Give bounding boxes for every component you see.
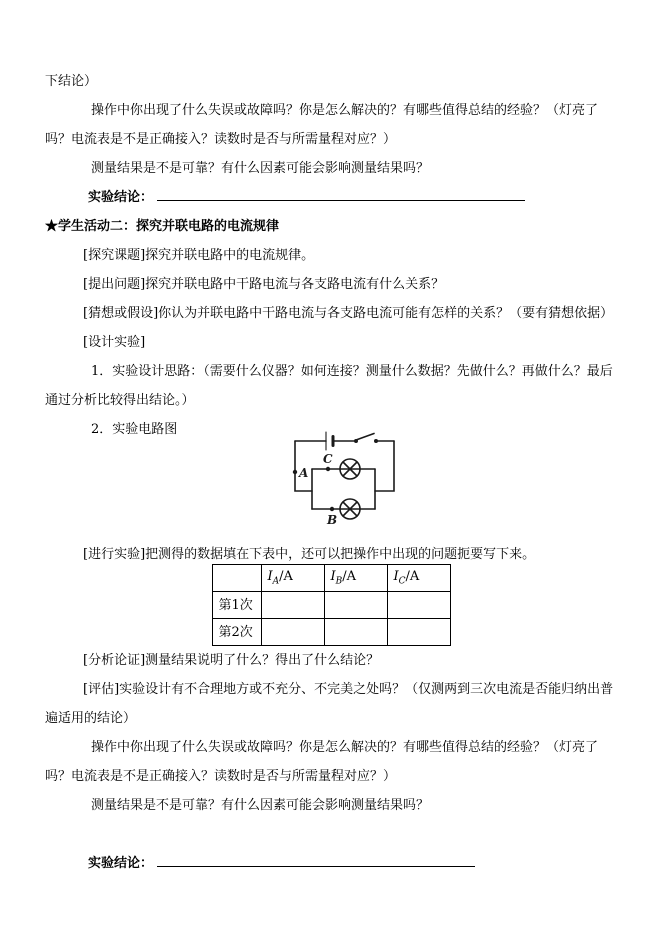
row-label-trial2: 第2次 <box>212 619 261 646</box>
switch-dot-right <box>374 439 378 443</box>
label-node-b: B <box>327 513 338 527</box>
paragraph-do-experiment: [进行实验]把测得的数据填在下表中，还可以把操作中出现的问题扼要写下来。 <box>83 547 536 562</box>
paragraph-reliability-question: 测量结果是不是可靠？有什么因素可能会影响测量结果吗？ <box>91 161 430 176</box>
label-node-a: A <box>299 466 309 480</box>
node-c-dot <box>326 467 330 471</box>
switch-lever <box>356 434 374 441</box>
measurement-table <box>212 564 451 646</box>
paragraph-operation-questions-2: 操作中你出现了什么失误或故障吗？你是怎么解决的？有哪些值得总结的经验？（灯亮了吗？电流表是不是正确接入？读数时是否与所需量程对应？） <box>45 740 599 784</box>
current-unit: /A <box>279 568 293 584</box>
node-b-dot <box>330 507 334 511</box>
current-unit: /A <box>342 568 357 584</box>
current-subscript: C <box>398 576 406 587</box>
node-a-dot <box>293 470 297 474</box>
fill-in-blank <box>157 854 475 867</box>
table-row <box>212 592 450 619</box>
conclusion-label: 实验结论： <box>88 190 154 205</box>
conclusion-line-1 <box>45 183 617 212</box>
fill-in-blank <box>157 188 525 201</box>
current-subscript: A <box>272 576 280 587</box>
data-cell-empty <box>387 619 450 646</box>
current-symbol: I <box>267 568 273 584</box>
conclusion-line-2 <box>45 849 617 878</box>
paragraph-analysis: [分析论证]测量结果说明了什么？得出了什么结论？ <box>83 653 380 668</box>
wire-right-vertical <box>375 441 394 491</box>
paragraph-raise-question: [提出问题]探究并联电路中干路电流与各支路电流有什么关系？ <box>83 277 445 292</box>
paragraph-design-experiment: [设计实验] <box>83 335 146 350</box>
paragraph-research-topic: [探究课题]探究并联电路中的电流规律。 <box>83 248 315 263</box>
current-symbol: I <box>330 568 336 584</box>
label-node-c: C <box>323 452 333 466</box>
data-cell-empty <box>261 619 324 646</box>
paragraph-evaluation: [评估]实验设计有不合理地方或不充分、不完美之处吗？（仅测两到三次电流是否能归纳出普遍适用的结论） <box>45 682 614 726</box>
paragraph-hypothesis: [猜想或假设]你认为并联电路中干路电流与各支路电流可能有怎样的关系？（要有猜想依据） <box>83 306 614 321</box>
paragraph-design-idea: 1．实验设计思路：（需要什么仪器？如何连接？测量什么数据？先做什么？再做什么？最后通过分析比较得出结论。） <box>45 364 613 408</box>
current-symbol: I <box>393 568 399 584</box>
data-cell-empty <box>324 619 387 646</box>
paragraph-continuation: 下结论） <box>45 74 98 89</box>
current-subscript: B <box>335 576 343 587</box>
activity-title: ★学生活动二：探究并联电路的电流规律 <box>45 219 280 234</box>
circuit-diagram <box>288 430 410 532</box>
paragraph-reliability-question-2: 测量结果是不是可靠？有什么因素可能会影响测量结果吗？ <box>91 798 430 813</box>
current-unit: /A <box>405 568 420 584</box>
data-cell-empty <box>261 592 324 619</box>
table-row <box>212 619 450 646</box>
row-label-trial1: 第1次 <box>212 592 261 619</box>
conclusion-label: 实验结论： <box>88 856 154 871</box>
paragraph-circuit-heading: 2．实验电路图 <box>91 422 178 437</box>
switch-dot-left <box>354 439 358 443</box>
data-cell-empty <box>387 592 450 619</box>
data-cell-empty <box>324 592 387 619</box>
paragraph-operation-questions: 操作中你出现了什么失误或故障吗？你是怎么解决的？有哪些值得总结的经验？（灯亮了吗？电流表是不是正确接入？读数时是否与所需量程对应？） <box>45 103 599 147</box>
